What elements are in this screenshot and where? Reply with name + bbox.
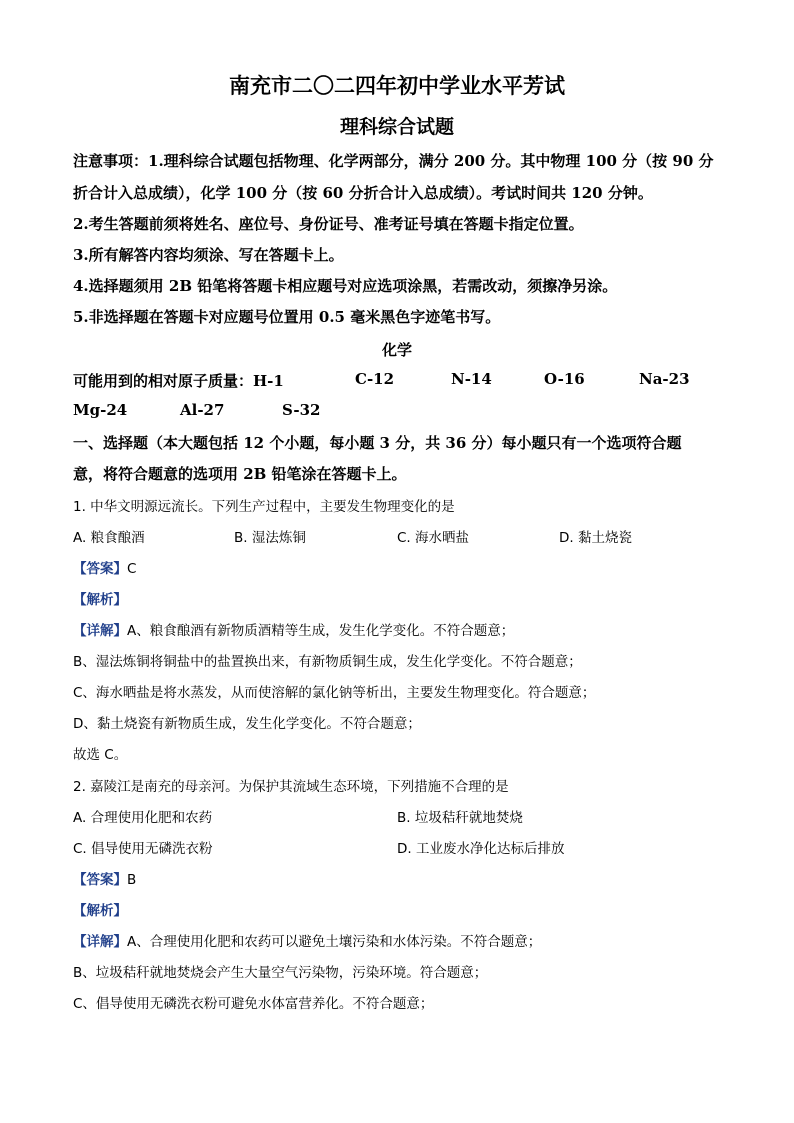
q2-detail-c: C、倡导使用无磷洗衣粉可避免水体富营养化。不符合题意；	[73, 996, 434, 1012]
q1-answer: C	[127, 561, 137, 577]
page-subtitle: 理科综合试题	[339, 116, 454, 138]
q1-answer-row	[73, 557, 136, 577]
q1-option-c: C. 海水晒盐	[397, 530, 470, 546]
q1-analysis-row	[73, 588, 127, 608]
q2-option-c: C. 倡导使用无磷洗衣粉	[73, 841, 213, 857]
atomic-mass-mg: Mg-24	[73, 401, 128, 419]
q2-answer-tag: 【答案】	[73, 872, 127, 888]
q2-analysis-row	[73, 899, 127, 919]
section-title: 化学	[381, 341, 412, 359]
atomic-mass-s: S-32	[282, 401, 321, 419]
atomic-mass-o: O-16	[544, 370, 585, 388]
q2-detail-tag: 【详解】	[73, 934, 127, 950]
atomic-mass-n: N-14	[451, 370, 492, 388]
q2-answer-row	[73, 868, 136, 888]
q1-detail-tag: 【详解】	[73, 623, 127, 639]
q1-stem: 1. 中华文明源远流长。下列生产过程中，主要发生物理变化的是	[73, 499, 455, 515]
q1-option-b: B. 湿法炼铜	[234, 530, 306, 546]
q1-detail-row	[73, 619, 514, 639]
notice-item-4: 4.选择题须用 2B 铅笔将答题卡相应题号对应选项涂黑，若需改动，须擦净另涂。	[73, 277, 618, 295]
atomic-mass-c: C-12	[355, 370, 395, 388]
q1-analysis-tag: 【解析】	[73, 592, 127, 608]
q2-option-d: D. 工业废水净化达标后排放	[397, 841, 565, 857]
notice-item-5: 5.非选择题在答题卡对应题号位置用 0.5 毫米黑色字迹笔书写。	[73, 308, 501, 326]
notice-item-3: 3.所有解答内容均须涂、写在答题卡上。	[73, 246, 344, 264]
q2-detail-row	[73, 930, 541, 950]
part1-heading-line-2: 意，将符合题意的选项用 2B 铅笔涂在答题卡上。	[73, 465, 407, 483]
atomic-mass-na: Na-23	[639, 370, 690, 388]
q2-detail-b: B、垃圾秸秆就地焚烧会产生大量空气污染物，污染环境。符合题意；	[73, 965, 488, 981]
q1-option-d: D. 黏土烧瓷	[559, 530, 632, 546]
notice-item-2: 2.考生答题前须将姓名、座位号、身份证号、准考证号填在答题卡指定位置。	[73, 215, 584, 233]
q1-detail-b: B、湿法炼铜将铜盐中的盐置换出来，有新物质铜生成，发生化学变化。不符合题意；	[73, 654, 582, 670]
page-title: 南充市二〇二四年初中学业水平芳试	[229, 73, 565, 98]
q2-detail-a: A、合理使用化肥和农药可以避免土壤污染和水体污染。不符合题意；	[127, 934, 542, 950]
q2-option-a: A. 合理使用化肥和农药	[73, 810, 213, 826]
q2-stem: 2. 嘉陵江是南充的母亲河。为保护其流域生态环境，下列措施不合理的是	[73, 779, 509, 795]
q2-option-b: B. 垃圾秸秆就地焚烧	[397, 810, 523, 826]
q1-answer-tag: 【答案】	[73, 561, 127, 577]
atomic-mass-label: 可能用到的相对原子质量：H-1	[73, 372, 284, 390]
q2-analysis-tag: 【解析】	[73, 903, 127, 919]
atomic-mass-al: Al-27	[180, 401, 225, 419]
q2-answer: B	[127, 872, 137, 888]
q1-detail-d: D、黏土烧瓷有新物质生成，发生化学变化。不符合题意；	[73, 716, 421, 732]
q1-detail-c: C、海水晒盐是将水蒸发，从而使溶解的氯化钠等析出，主要发生物理变化。符合题意；	[73, 685, 596, 701]
q1-option-a: A. 粮食酿酒	[73, 530, 145, 546]
part1-heading-line-1: 一、选择题（本大题包括 12 个小题，每小题 3 分，共 36 分）每小题只有一个选项符合题	[73, 434, 682, 452]
notice-line-2: 折合计入总成绩），化学 100 分（按 60 分折合计入总成绩）。考试时间共 120 分钟。	[73, 184, 653, 202]
q1-detail-a: A、粮食酿酒有新物质酒精等生成，发生化学变化。不符合题意；	[127, 623, 515, 639]
q1-conclusion: 故选 C。	[73, 747, 128, 763]
notice-line-1: 注意事项：1.理科综合试题包括物理、化学两部分，满分 200 分。其中物理 100 分（按 90 分	[73, 152, 714, 170]
